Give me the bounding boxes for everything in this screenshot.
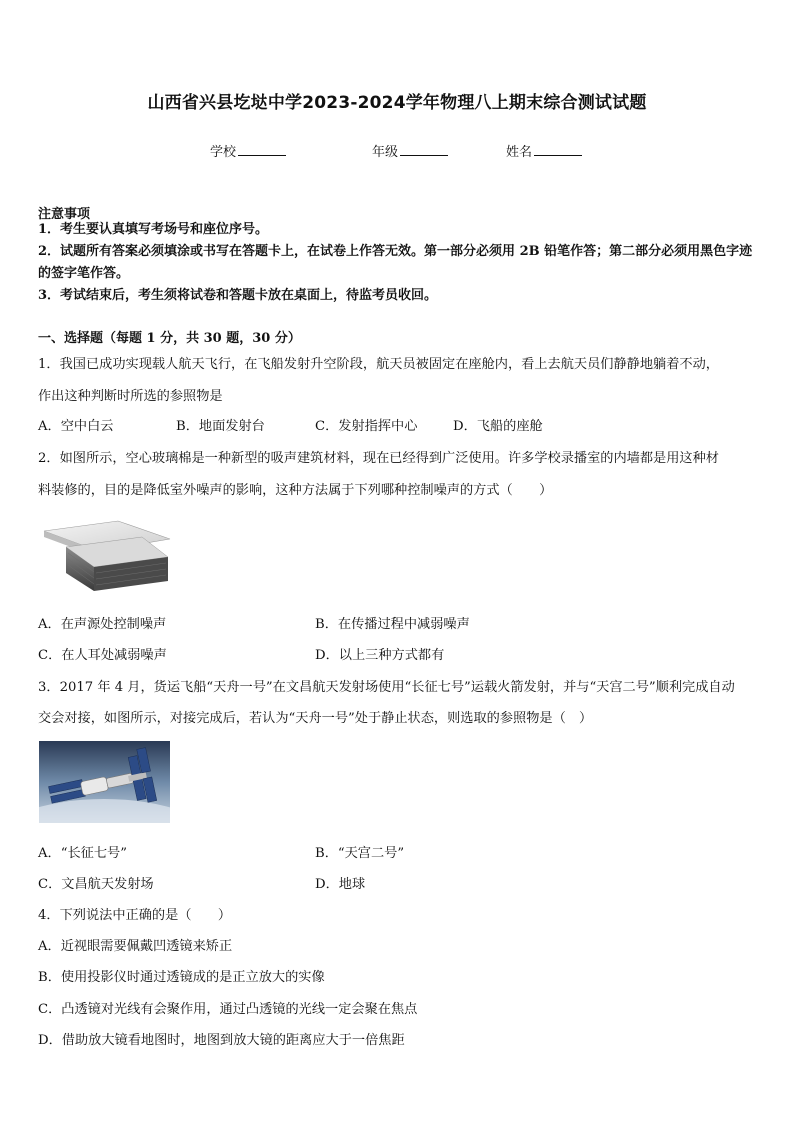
spacecraft-docking-image — [39, 741, 170, 823]
notes-heading: 注意事项 — [38, 207, 91, 222]
q1-stem-line-1: 1．我国已成功实现载人航天飞行，在飞船发射升空阶段，航天员被固定在座舱内，看上去航天员们静静地躺着不动， — [38, 357, 719, 372]
name-field[interactable] — [506, 141, 582, 160]
grade-blank[interactable] — [400, 143, 448, 156]
glass-wool-board-image — [40, 517, 172, 591]
q3-stem-line-1: 3．2017 年 4 月，货运飞船“天舟一号”在文昌航天发射场使用“长征七号”运载火箭发射，并与“天宫二号”顺利完成自动 — [38, 680, 735, 695]
q4-option-d[interactable]: D．借助放大镜看地图时，地图到放大镜的距离应大于一倍焦距 — [38, 1033, 405, 1048]
note-item-2: 2．试题所有答案必须填涂或书写在答题卡上，在试卷上作答无效。第一部分必须用 2B 铅笔作答；第二部分必须用黑色字迹的签字笔作答。 — [38, 244, 753, 281]
name-blank[interactable] — [534, 143, 582, 156]
q1-option-c[interactable]: C．发射指挥中心 — [315, 419, 418, 434]
note-item-1: 1．考生要认真填写考场号和座位序号。 — [38, 222, 269, 237]
q2-option-d[interactable]: D．以上三种方式都有 — [315, 648, 445, 663]
school-field[interactable] — [210, 141, 286, 160]
grade-field[interactable] — [372, 141, 448, 160]
school-label: 学校 — [210, 145, 237, 160]
q2-option-a[interactable]: A．在声源处控制噪声 — [38, 617, 167, 632]
q2-stem-line-1: 2．如图所示，空心玻璃棉是一种新型的吸声建筑材料，现在已经得到广泛使用。许多学校录播室的内墙都是用这种材 — [38, 451, 719, 466]
q3-option-a[interactable]: A．“长征七号” — [38, 846, 127, 861]
grade-label: 年级 — [372, 145, 399, 160]
q4-stem: 4．下列说法中正确的是（ ） — [38, 908, 232, 923]
q3-option-b[interactable]: B．“天宫二号” — [315, 846, 405, 861]
q1-stem-line-2: 作出这种判断时所选的参照物是 — [38, 389, 223, 404]
q4-option-b[interactable]: B．使用投影仪时通过透镜成的是正立放大的实像 — [38, 970, 325, 985]
name-label: 姓名 — [506, 145, 533, 160]
q3-option-c[interactable]: C．文昌航天发射场 — [38, 877, 154, 892]
q4-option-c[interactable]: C．凸透镜对光线有会聚作用，通过凸透镜的光线一定会聚在焦点 — [38, 1002, 418, 1017]
q2-option-c[interactable]: C．在人耳处减弱噪声 — [38, 648, 167, 663]
section-heading-multiple-choice: 一、选择题（每题 1 分，共 30 题，30 分） — [38, 331, 301, 346]
q3-stem-line-2: 交会对接，如图所示，对接完成后，若认为“天舟一号”处于静止状态，则选取的参照物是（ ） — [38, 711, 593, 726]
q1-option-b[interactable]: B．地面发射台 — [176, 419, 265, 434]
note-item-3: 3．考试结束后，考生须将试卷和答题卡放在桌面上，待监考员收回。 — [38, 288, 438, 303]
q2-option-b[interactable]: B．在传播过程中减弱噪声 — [315, 617, 470, 632]
q2-stem-line-2: 料装修的，目的是降低室外噪声的影响，这种方法属于下列哪种控制噪声的方式（ ） — [38, 483, 553, 498]
page-title: 山西省兴县圪垯中学2023-2024学年物理八上期末综合测试试题 — [147, 93, 647, 113]
q1-option-a[interactable]: A．空中白云 — [38, 419, 114, 434]
q3-option-d[interactable]: D．地球 — [315, 877, 366, 892]
q1-option-d[interactable]: D．飞船的座舱 — [453, 419, 543, 434]
q4-option-a[interactable]: A．近视眼需要佩戴凹透镜来矫正 — [38, 939, 233, 954]
school-blank[interactable] — [238, 143, 286, 156]
